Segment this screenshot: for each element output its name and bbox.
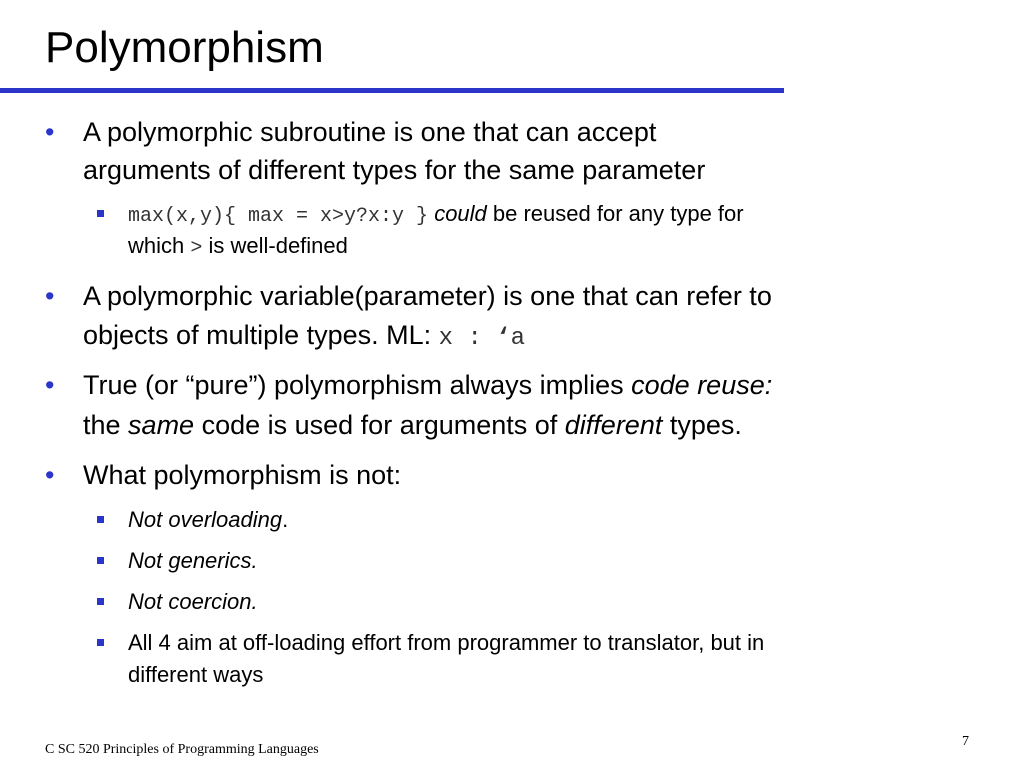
bullet-1-line-2 <box>83 151 705 189</box>
bullet-2-line-1 <box>45 277 772 315</box>
code-ml-var: x : <box>438 325 497 352</box>
sub-bullet-4-2 <box>128 545 258 577</box>
square-bullet-icon <box>97 516 104 523</box>
bullet-dot: • <box>45 370 55 400</box>
emphasis-not-overloading: Not overloading <box>128 507 283 532</box>
bullet-2-text: A polymorphic variable(parameter) is one that can refer to <box>83 281 772 311</box>
bullet-1-line-1 <box>45 113 657 151</box>
emphasis-could: could <box>434 201 487 226</box>
sub-bullet-4-4-line-1 <box>128 627 764 659</box>
slide-footer: C SC 520 Principles of Programming Languages <box>45 742 319 757</box>
sub-bullet-1-1-text: be reused for any type for <box>486 201 744 226</box>
sub-bullet-1-1-text-a: which <box>128 233 191 258</box>
emphasis-different: different <box>564 410 663 440</box>
slide-title: Polymorphism <box>45 23 324 72</box>
sub-bullet-4-1 <box>128 504 288 536</box>
bullet-3-text: True (or “pure”) polymorphism always implies <box>83 370 632 400</box>
bullet-dot: • <box>45 460 55 490</box>
sub-bullet-4-3 <box>128 586 258 618</box>
page-number: 7 <box>962 734 969 749</box>
bullet-3-text-b: code is used for arguments of <box>194 410 565 440</box>
bullet-2-line-2 <box>83 316 525 358</box>
bullet-1-text: A polymorphic subroutine is one that can accept <box>83 117 657 147</box>
bullet-2-text-cont: objects of multiple types. ML: <box>83 320 439 350</box>
sub-bullet-1-1-line-2 <box>128 230 348 265</box>
bullet-1-text-cont: arguments of different types for the same parameter <box>83 155 706 185</box>
square-bullet-icon <box>97 639 104 646</box>
code-ml-typevar: a <box>510 325 526 352</box>
bullet-3-text-c: types. <box>662 410 742 440</box>
square-bullet-icon <box>97 557 104 564</box>
emphasis-code-reuse: code reuse: <box>631 370 773 400</box>
bullet-4-line-1 <box>45 456 402 494</box>
square-bullet-icon <box>97 598 104 605</box>
sub-bullet-4-4-text-cont: different ways <box>128 662 264 687</box>
sub-bullet-1-1-line-1 <box>128 198 744 233</box>
emphasis-same: same <box>128 410 195 440</box>
bullet-3-line-1 <box>45 366 773 404</box>
bullet-dot: • <box>45 281 55 311</box>
square-bullet-icon <box>97 210 104 217</box>
emphasis-not-coercion: Not coercion. <box>128 589 258 614</box>
code-greater-than: > <box>190 237 203 260</box>
sub-bullet-4-4-line-2 <box>128 659 263 691</box>
bullet-dot: • <box>45 117 55 147</box>
code-ml-tick: ‘ <box>496 325 511 352</box>
code-max-function: max(x,y){ max = x>y?x:y } <box>128 205 429 228</box>
bullet-4-text: What polymorphism is not: <box>83 460 402 490</box>
sub-bullet-4-1-tail: . <box>282 507 289 532</box>
sub-bullet-1-1-text-b: is well-defined <box>202 233 348 258</box>
emphasis-not-generics: Not generics. <box>128 548 258 573</box>
bullet-3-text-a: the <box>83 410 129 440</box>
bullet-3-line-2 <box>83 406 742 444</box>
code-ml-type <box>439 325 525 352</box>
sub-bullet-4-4-text: All 4 aim at off-loading effort from programmer to translator, but in <box>128 630 765 655</box>
